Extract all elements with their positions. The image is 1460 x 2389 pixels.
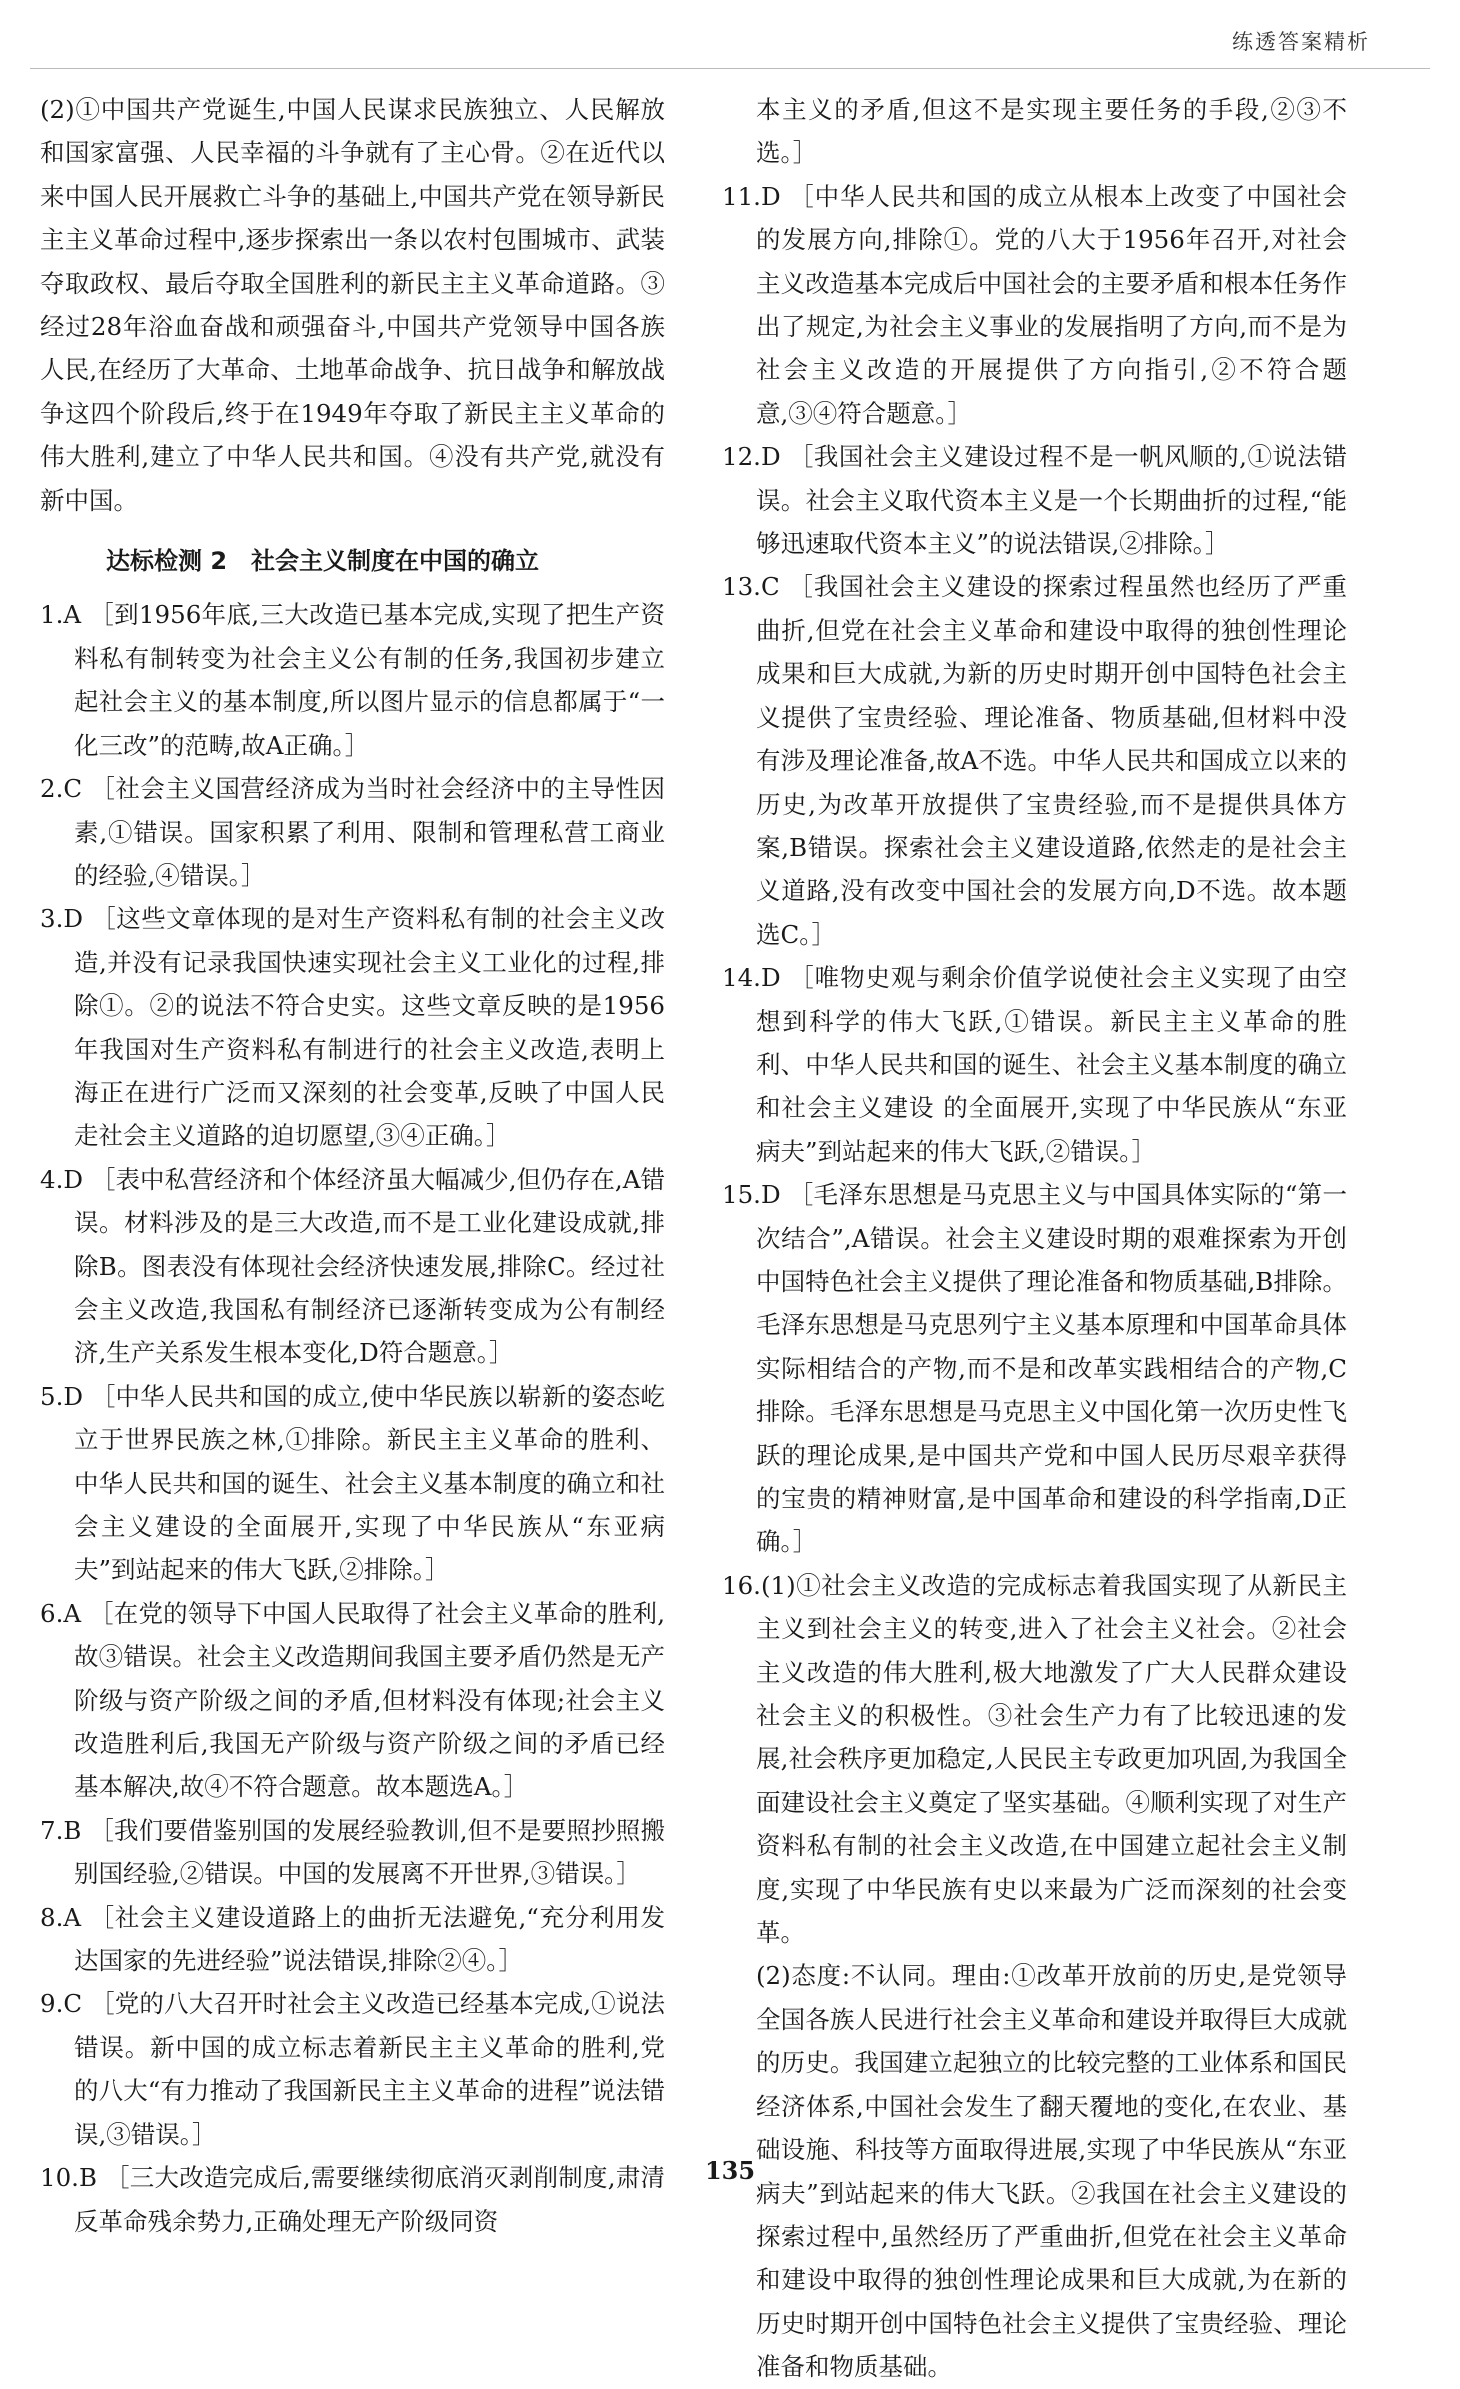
header-rule	[30, 68, 1430, 69]
answer-entry-6: 6.A ［在党的领导下中国人民取得了社会主义革命的胜利,故③错误。社会主义改造期间我国主要矛盾仍然是无产阶级与资产阶级之间的矛盾,但材料没有体现;社会主义改造胜利后,我国无产阶级与资产阶级之间的矛盾已经基本解决,故④不符合题意。故本题选A。］	[40, 1598, 665, 1802]
answer-entry-14: 14.D ［唯物史观与剩余价值学说使社会主义实现了由空想到科学的伟大飞跃,①错误。新民主主义革命的胜利、中华人民共和国的诞生、社会主义基本制度的确立和社会主义建设 的全面展开,实现了中华民族从“东亚病夫”到站起来的伟大飞跃,②错误。］	[722, 963, 1347, 1166]
answer-entry-12: 12.D ［我国社会主义建设过程不是一帆风顺的,①说法错误。社会主义取代资本主义是一个长期曲折的过程,“能够迅速取代资本主义”的说法错误,②排除。］	[722, 442, 1347, 559]
running-header: 练透答案精析	[1232, 30, 1370, 54]
answer-entry-9: 9.C ［党的八大召开时社会主义改造已经基本完成,①说法错误。新中国的成立标志着新民主主义革命的胜利,党的八大“有力推动了我国新民主主义革命的进程”说法错误,③错误。］	[40, 1989, 665, 2149]
section-title: 达标检测 2 社会主义制度在中国的确立	[106, 547, 540, 576]
answer-entry-5: 5.D ［中华人民共和国的成立,使中华民族以崭新的姿态屹立于世界民族之林,①排除。新民主主义革命的胜利、中华人民共和国的诞生、社会主义基本制度的确立和社会主义建设的全面展开,实现了中华民族从“东亚病夫”到站起来的伟大飞跃,②排除。］	[40, 1381, 665, 1585]
answer-entry-15: 15.D ［毛泽东思想是马克思主义与中国具体实际的“第一次结合”,A错误。社会主义建设时期的艰难探索为开创中国特色社会主义提供了理论准备和物质基础,B排除。毛泽东思想是马克思列宁主义基本原理和中国革命具体实际相结合的产物,而不是和改革实践相结合的产物,C排除。毛泽东思想是马克思主义中国化第一次历史性飞跃的理论成果,是中国共产党和中国人民历尽艰辛获得的宝贵的精神财富,是中国革命和建设的科学指南,D正确。］	[722, 1180, 1347, 1557]
intro-paragraph: (2)①中国共产党诞生,中国人民谋求民族独立、人民解放和国家富强、人民幸福的斗争就有了主心骨。②在近代以来中国人民开展救亡斗争的基础上,中国共产党在领导新民主主义革命过程中,逐步探索出一条以农村包围城市、武装夺取政权、最后夺取全国胜利的新民主主义革命道路。③经过28年浴血奋战和顽强奋斗,中国共产党领导中国各族人民,在经历了大革命、土地革命战争、抗日战争和解放战争这四个阶段后,终于在1949年夺取了新民主主义革命的伟大胜利,建立了中华人民共和国。④没有共产党,就没有新中国。	[40, 95, 665, 515]
answer-entry-16: 16.(1)①社会主义改造的完成标志着我国实现了从新民主主义到社会主义的转变,进入了社会主义社会。②社会主义改造的伟大胜利,极大地激发了广大人民群众建设社会主义的积极性。③社会生产力有了比较迅速的发展,社会秩序更加稳定,人民民主专政更加巩固,为我国全面建设社会主义奠定了坚实基础。④顺利实现了对生产资料私有制的社会主义改造,在中国建立起社会主义制度,实现了中华民族有史以来最为广泛而深刻的社会变革。	[722, 1570, 1347, 1948]
answer-entry-10: 10.B ［三大改造完成后,需要继续彻底消灭剥削制度,肃清反革命残余势力,正确处理无产阶级同资	[40, 2163, 665, 2236]
left-column	[40, 88, 665, 2243]
right-column	[722, 88, 1347, 2389]
answer-entry-2: 2.C ［社会主义国营经济成为当时社会经济中的主导性因素,①错误。国家积累了利用、限制和管理私营工商业的经验,④错误。］	[40, 774, 665, 890]
page-number: 135	[704, 2156, 756, 2185]
answer-entry-7: 7.B ［我们要借鉴别国的发展经验教训,但不是要照抄照搬别国经验,②错误。中国的发展离不开世界,③错误。］	[40, 1815, 665, 1889]
answer-entry-16-part-2: (2)态度:不认同。理由:①改革开放前的历史,是党领导全国各族人民进行社会主义革命和建设并取得巨大成就的历史。我国建立起独立的比较完整的工业体系和国民经济体系,中国社会发生了翻天覆地的变化,在农业、基础设施、科技等方面取得进展,实现了中华民族从“东亚病夫”到站起来的伟大飞跃。②我国在社会主义建设的探索过程中,虽然经历了严重曲折,但党在社会主义革命和建设中取得的独创性理论成果和巨大成就,为在新的历史时期开创中国特色社会主义提供了宝贵经验、理论准备和物质基础。	[756, 1961, 1347, 2382]
answer-entry-4: 4.D ［表中私营经济和个体经济虽大幅减少,但仍存在,A错误。材料涉及的是三大改造,而不是工业化建设成就,排除B。图表没有体现社会经济快速发展,排除C。经过社会主义改造,我国私有制经济已逐渐转变成为公有制经济,生产关系发生根本变化,D符合题意。］	[40, 1164, 665, 1368]
answer-entry-3: 3.D ［这些文章体现的是对生产资料私有制的社会主义改造,并没有记录我国快速实现社会主义工业化的过程,排除①。②的说法不符合史实。这些文章反映的是1956年我国对生产资料私有制进行的社会主义改造,表明上海正在进行广泛而又深刻的社会变革,反映了中国人民走社会主义道路的迫切愿望,③④正确。］	[40, 904, 665, 1151]
answer-entry-11: 11.D ［中华人民共和国的成立从根本上改变了中国社会的发展方向,排除①。党的八大于1956年召开,对社会主义改造基本完成后中国社会的主要矛盾和根本任务作出了规定,为社会主义事业的发展指明了方向,而不是为社会主义改造的开展提供了方向指引,②不符合题意,③④符合题意。］	[722, 181, 1347, 428]
answer-entry-10-continued: 本主义的矛盾,但这不是实现主要任务的手段,②③不选。］	[756, 95, 1347, 168]
answer-entry-8: 8.A ［社会主义建设道路上的曲折无法避免,“充分利用发达国家的先进经验”说法错误,排除②④。］	[40, 1902, 665, 1976]
answer-entry-13: 13.C ［我国社会主义建设的探索过程虽然也经历了严重曲折,但党在社会主义革命和建设中取得的独创性理论成果和巨大成就,为新的历史时期开创中国特色社会主义提供了宝贵经验、理论准备、物质基础,但材料中没有涉及理论准备,故A不选。中华人民共和国成立以来的历史,为改革开放提供了宝贵经验,而不是提供具体方案,B错误。探索社会主义建设道路,依然走的是社会主义道路,没有改变中国社会的发展方向,D不选。故本题选C。］	[722, 572, 1347, 949]
answer-entry-1: 1.A ［到1956年底,三大改造已基本完成,实现了把生产资料私有制转变为社会主义公有制的任务,我国初步建立起社会主义的基本制度,所以图片显示的信息都属于“一化三改”的范畴,故A正确。］	[40, 600, 665, 760]
